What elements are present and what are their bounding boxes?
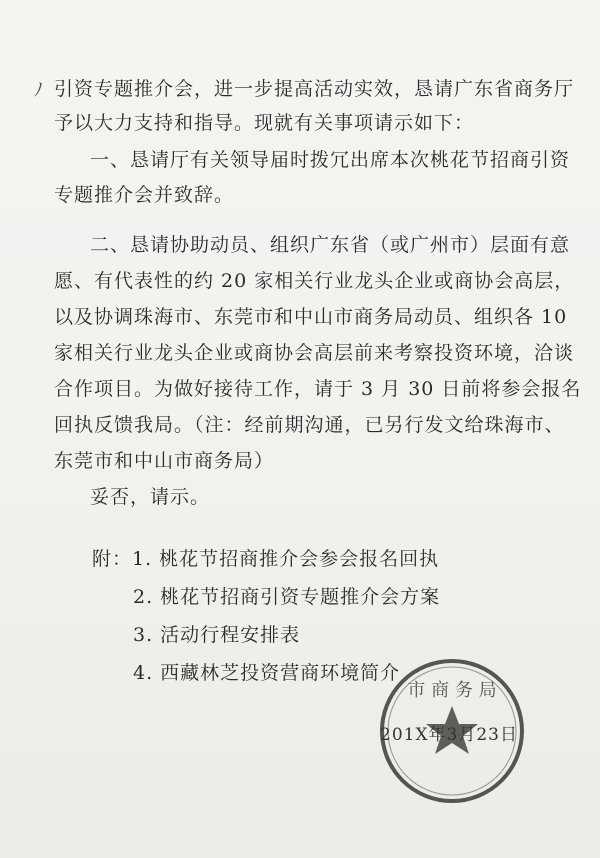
body-line-1: 引资专题推介会，进一步提高活动实效，恳请广东省商务厅 — [54, 78, 575, 100]
seal-text: 市 商 务 局 — [407, 680, 497, 701]
body-line-10: 回执反馈我局。（注：经前期沟通，已另行发文给珠海市、 — [54, 414, 565, 436]
body-line-11: 东莞市和中山市商务局） — [54, 450, 275, 472]
body-line-8: 家相关行业龙头企业或商协会高层前来考察投资环境，洽谈 — [54, 342, 575, 364]
body-line-3: 一、恳请厅有关领导届时拨冗出席本次桃花节招商引资 — [90, 149, 571, 171]
margin-mark: ﾉ — [34, 80, 43, 101]
body-line-9: 合作项目。为做好接待工作，请于 3 月 30 日前将参会报名 — [54, 378, 582, 400]
attachment-3: 3. 活动行程安排表 — [133, 624, 301, 646]
body-line-7: 以及协调珠海市、东莞市和中山市商务局动员、组织各 10 — [54, 306, 568, 328]
body-line-2: 予以大力支持和指导。现就有关事项请示如下： — [54, 112, 475, 134]
body-line-4: 专题推介会并致辞。 — [54, 184, 235, 206]
attachment-2: 2. 桃花节招商引资专题推介会方案 — [133, 586, 441, 608]
body-line-5: 二、恳请协助动员、组织广东省（或广州市）层面有意 — [90, 234, 571, 256]
closing-line: 妥否，请示。 — [90, 486, 211, 508]
document-date: 201X年3月23日 — [380, 725, 518, 745]
attachment-1: 附：1. 桃花节招商推介会参会报名回执 — [92, 548, 440, 570]
body-line-6: 愿、有代表性的约 20 家相关行业龙头企业或商协会高层， — [54, 270, 575, 292]
attachment-4: 4. 西藏林芝投资营商环境简介 — [133, 662, 401, 684]
